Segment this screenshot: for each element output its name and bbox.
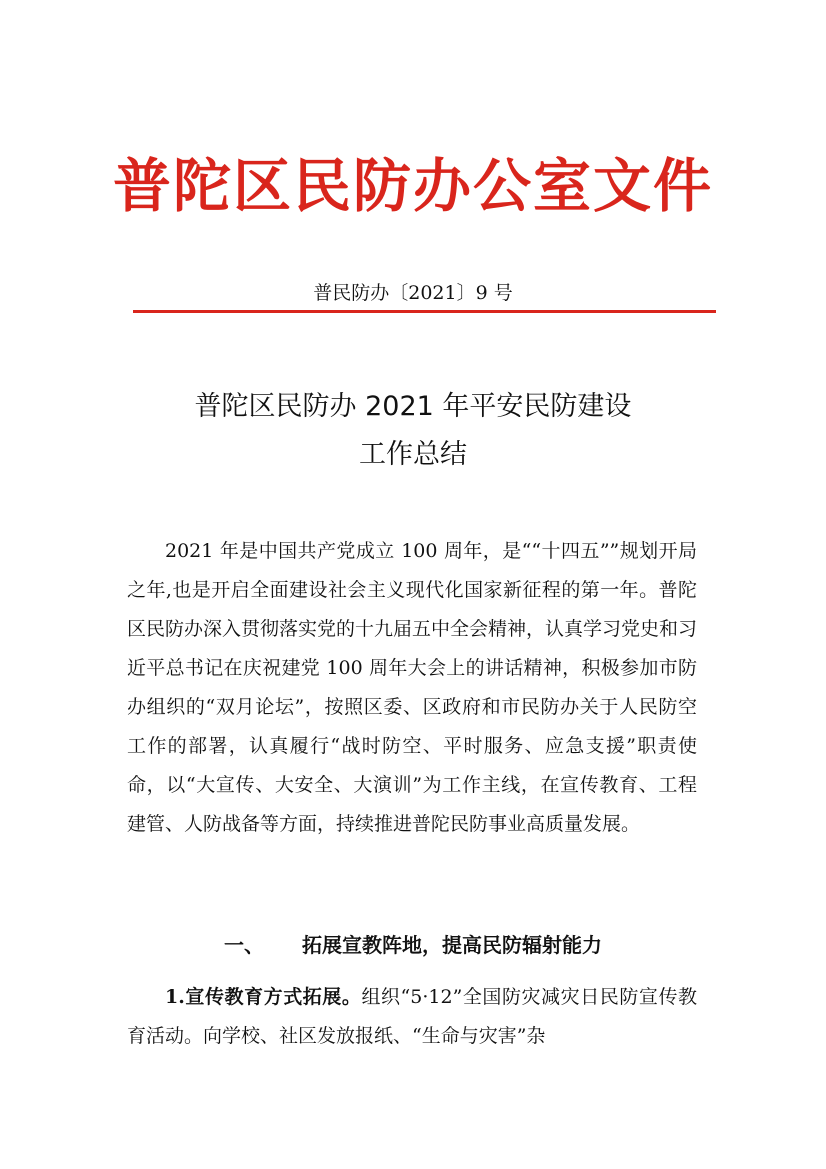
- document-header-title: 普陀区民防办公室文件: [112, 152, 713, 220]
- red-divider-line: [133, 310, 716, 313]
- document-number: 普民防办〔2021〕9 号: [313, 282, 513, 304]
- intro-paragraph: 2021 年是中国共产党成立 100 周年，是““十四五””规划开局之年,也是开启全面建设社会主义现代化国家新征程的第一年。普陀区民防办深入贯彻落实党的十九届五中全会精神，认真学习党史和习近平总书记在庆祝建党 100 周年大会上的讲话精神，积极参加市防办组织的“双月论坛”，按照区委、区政府和市民防办关于人民防空工作的部署，认真履行“战时防空、平时服务、应急支援”职责使命，以“大宣传、大安全、大演训”为工作主线，在宣传教育、工程建管、人防战备等方面，持续推进普陀民防事业高质量发展。: [127, 540, 698, 835]
- intro-section: [127, 532, 697, 844]
- section-1-heading: [0, 925, 826, 965]
- document-title-line-2: 工作总结: [359, 439, 467, 470]
- document-title: [0, 383, 826, 479]
- section-1-number: 一、: [224, 933, 264, 957]
- section-1-title: 拓展宣教阵地，提高民防辐射能力: [302, 933, 602, 957]
- item-1-paragraph: [127, 978, 697, 1056]
- item-1-text: 组织“5·12”全国防灾减灾日民防宣传教育活动。向学校、社区发放报纸、“生命与灾害”杂: [127, 986, 697, 1047]
- item-1-lead: 1.宣传教育方式拓展。: [165, 986, 362, 1008]
- document-title-line-1: 普陀区民防办 2021 年平安民防建设: [194, 391, 632, 422]
- item-1-section: [127, 978, 697, 1056]
